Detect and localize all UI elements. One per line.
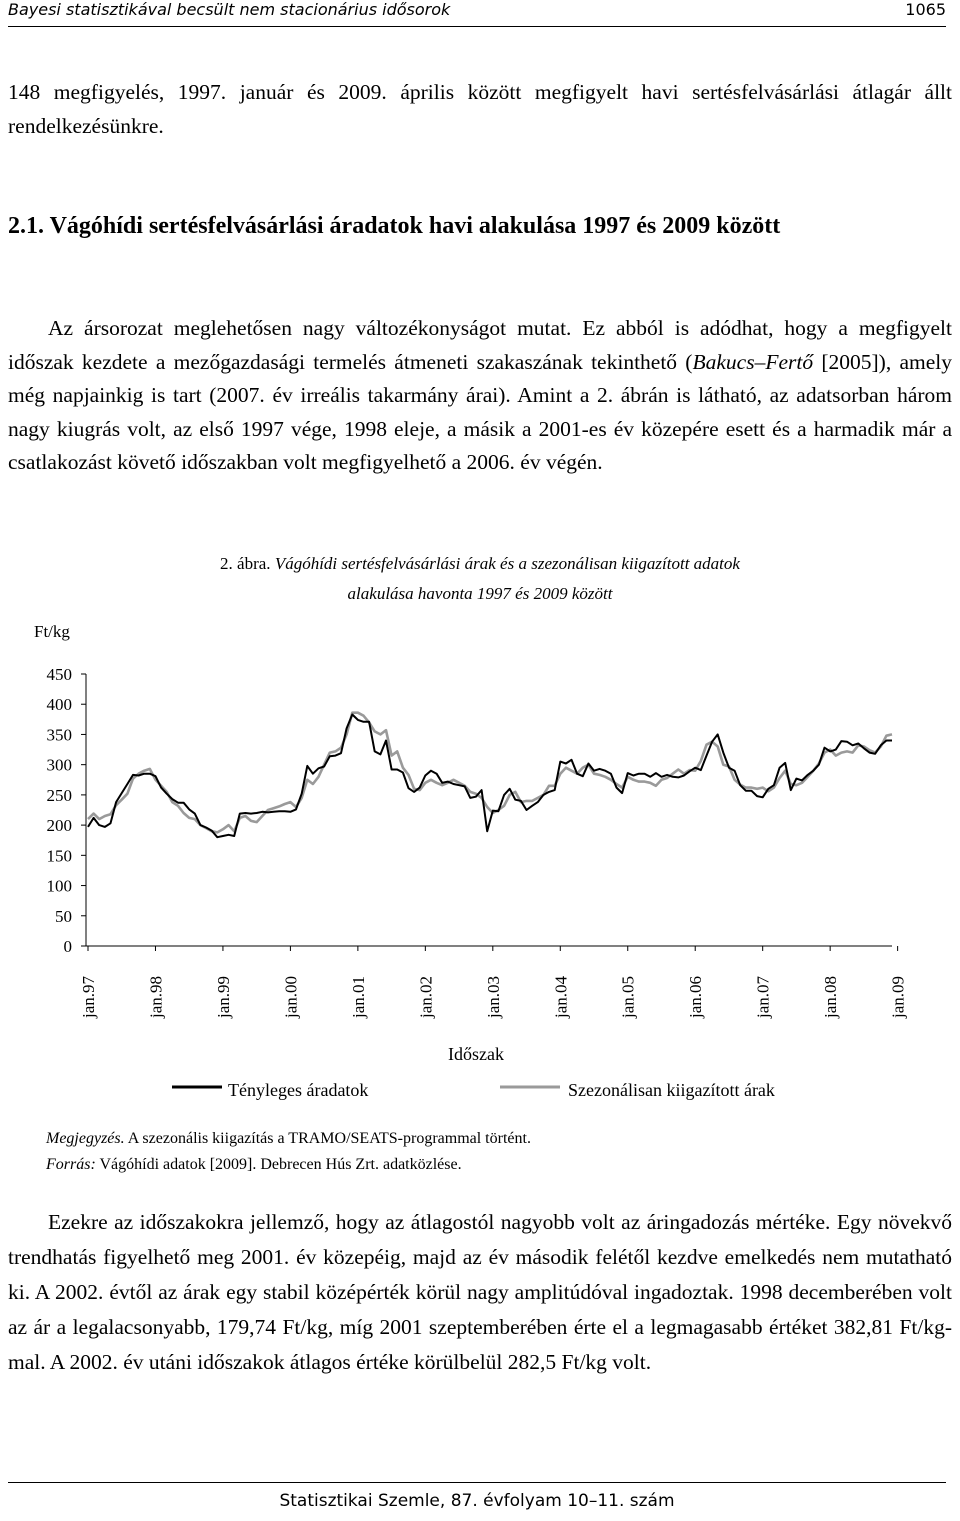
y-tick-label: 50 <box>55 906 72 926</box>
series-line-seasonal <box>88 713 892 833</box>
paragraph-analysis <box>8 312 952 480</box>
section-heading <box>8 210 808 243</box>
paragraph-analysis-part2: [2005]), amely még napjainkig is tart (2007. év irreális takarmány árai). Amint a 2. ábrán is látható, az adatsorban három nagy kiugrás volt, az első 1997 vége, 1998 eleje, a másik a 2001-es év közepére esett és a harmadik már a csatlakozást követő időszakban volt megfigyelhető a 2006. év végén. <box>8 349 952 474</box>
y-tick-label: 250 <box>46 785 72 805</box>
x-tick-label: jan.05 <box>618 975 638 1018</box>
y-tick-label: 400 <box>46 695 72 715</box>
y-axis-label: Ft/kg <box>34 622 70 641</box>
section-number: 2.1. <box>8 213 44 239</box>
y-tick-label: 350 <box>46 725 72 745</box>
figure-label: 2. ábra. <box>220 554 271 573</box>
page-footer: Statisztikai Szemle, 87. évfolyam 10–11. szám <box>8 1482 946 1511</box>
x-tick-label: jan.97 <box>79 975 98 1018</box>
x-tick-label: jan.07 <box>753 975 773 1018</box>
x-tick-label: jan.04 <box>551 975 571 1018</box>
paragraph-intro: 148 megfigyelés, 1997. január és 2009. április között megfigyelt havi sertésfelvásárlási átlagár állt rendelkezésünkre. <box>8 80 952 138</box>
figure-caption-line1: Vágóhídi sertésfelvásárlási árak és a szezonálisan kiigazított adatok <box>274 554 740 573</box>
y-tick-label: 100 <box>46 876 72 896</box>
y-tick-label: 150 <box>46 846 72 866</box>
x-tick-label: jan.98 <box>146 975 166 1018</box>
x-tick-label: jan.00 <box>281 975 301 1018</box>
x-axis-title: Időszak <box>448 1044 504 1064</box>
paragraph-conclusion: Ezekre az időszakokra jellemző, hogy az átlagostól nagyobb volt az áringadozás mértéke. Egy növekvő trendhatás figyelhető meg 2001. év közepéig, majd az év második felétől kezdve emelkedés nem mutatható ki. A 2002. évtől az árak egy stabil középérték körül nagy amplitúdóval ingadoztak. 1998 decemberében volt az ár a legalacsonyabb, 179,74 Ft/kg, míg 2001 szeptemberében érte el a legmagasabb értéket 382,81 Ft/kg-mal. A 2002. év utáni időszakok átlagos értéke körülbelül 282,5 Ft/kg volt. <box>8 1210 952 1374</box>
y-tick-label: 0 <box>63 937 72 956</box>
x-tick-label: jan.08 <box>821 975 841 1018</box>
legend-label-seasonal: Szezonálisan kiigazított árak <box>568 1080 775 1100</box>
figure-caption-line2: alakulása havonta 1997 és 2009 között <box>347 584 613 603</box>
x-tick-label: jan.06 <box>686 975 706 1018</box>
citation-authors: Bakucs–Fertő <box>692 349 814 374</box>
y-tick-label: 200 <box>46 816 72 836</box>
note-label: Megjegyzés. <box>46 1130 125 1147</box>
x-tick-label: jan.99 <box>213 975 233 1018</box>
y-tick-label: 450 <box>46 665 72 684</box>
page-number: 1065 <box>905 0 946 19</box>
figure-caption <box>130 549 830 609</box>
figure-notes <box>46 1126 531 1178</box>
running-title: Bayesi statisztikával becsült nem stacionárius idősorok <box>8 0 451 19</box>
series-line-actual <box>88 715 892 838</box>
x-tick-label: jan.02 <box>416 975 436 1018</box>
x-tick-label: jan.03 <box>483 975 503 1018</box>
note-text: A szezonális kiigazítás a TRAMO/SEATS-programmal történt. <box>124 1130 531 1147</box>
source-text: Vágóhídi adatok [2009]. Debrecen Hús Zrt. adatközlése. <box>95 1156 462 1173</box>
y-tick-label: 300 <box>46 755 72 775</box>
price-line-chart <box>0 650 960 1110</box>
source-label: Forrás: <box>46 1156 96 1173</box>
x-tick-label: jan.01 <box>348 975 368 1018</box>
x-tick-label: jan.09 <box>888 975 908 1018</box>
section-title: Vágóhídi sertésfelvásárlási áradatok havi alakulása 1997 és 2009 között <box>49 213 781 239</box>
paragraph-analysis-part1: Az ársorozat meglehetősen nagy változékonyságot mutat. Ez abból is adódhat, hogy a megfigyelt időszak kezdete a mezőgazdasági termelés átmeneti szakaszának tekinthető ( <box>8 316 952 374</box>
legend-label-actual: Tényleges áradatok <box>228 1080 369 1100</box>
running-header <box>8 0 946 27</box>
